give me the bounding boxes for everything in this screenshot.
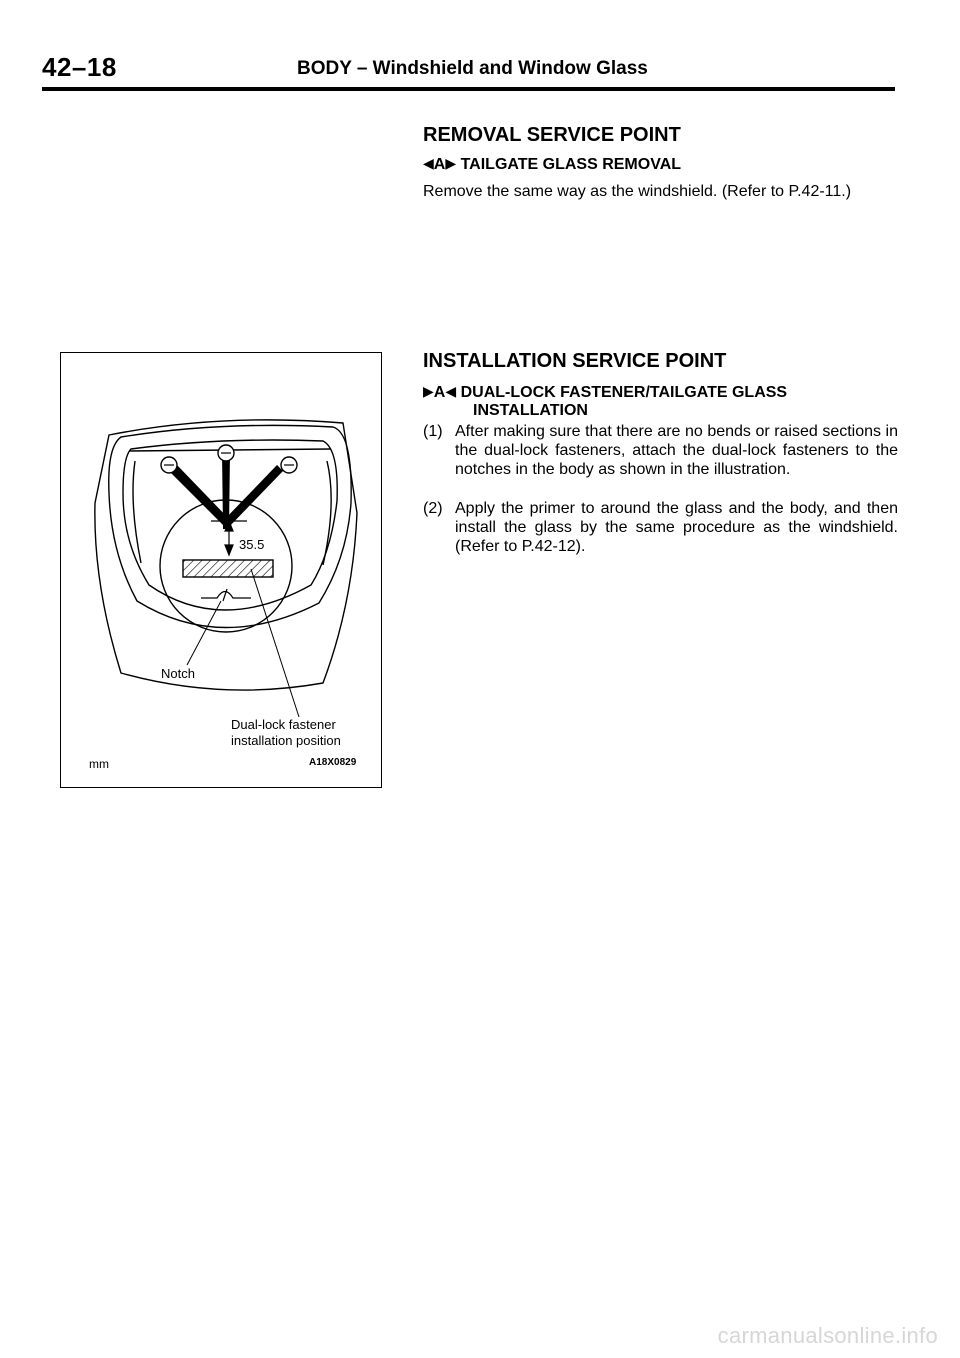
step-text: After making sure that there are no bends or raised sections in the dual-lock fasteners, attach the dual-lock fasteners to the notches in the body as shown in the illustration. bbox=[455, 423, 898, 478]
section-title: BODY – Windshield and Window Glass bbox=[297, 58, 648, 79]
left-triangle-icon: ◀ bbox=[423, 155, 434, 171]
header-rule bbox=[42, 87, 895, 91]
service-mark-letter: A bbox=[433, 384, 446, 401]
removal-body-text: Remove the same way as the windshield. (Refer to P.42-11.) bbox=[423, 183, 852, 200]
step-number: (1) bbox=[423, 423, 443, 440]
removal-subheading bbox=[423, 155, 681, 174]
right-triangle-icon: ▶ bbox=[445, 155, 457, 171]
notch-label: Notch bbox=[161, 666, 195, 681]
fastener-position-label bbox=[231, 717, 341, 749]
figure-panel bbox=[60, 352, 382, 788]
step-text: Apply the primer to around the glass and the body, and then install the glass by the same procedure as the windshield. (Refer to P.42-12). bbox=[455, 500, 898, 555]
right-triangle-icon: ▶ bbox=[423, 383, 434, 399]
installation-subheading-line1: DUAL-LOCK FASTENER/TAILGATE GLASS bbox=[460, 384, 788, 401]
service-mark-letter: A bbox=[433, 156, 446, 173]
installation-subheading bbox=[423, 382, 903, 420]
figure-id: A18X0829 bbox=[309, 757, 357, 768]
installation-step bbox=[423, 422, 898, 479]
fastener-label-line2: installation position bbox=[231, 733, 341, 748]
left-triangle-icon: ◀ bbox=[445, 383, 457, 399]
removal-service-heading: REMOVAL SERVICE POINT bbox=[423, 124, 681, 146]
unit-label: mm bbox=[89, 757, 109, 771]
page-number: 42–18 bbox=[42, 52, 117, 82]
watermark: carmanualsonline.info bbox=[717, 1323, 938, 1348]
installation-service-heading: INSTALLATION SERVICE POINT bbox=[423, 350, 727, 372]
installation-subheading-line2: INSTALLATION bbox=[473, 402, 588, 419]
step-number: (2) bbox=[423, 500, 443, 517]
removal-subheading-text: TAILGATE GLASS REMOVAL bbox=[460, 156, 682, 173]
fastener-label-line1: Dual-lock fastener bbox=[231, 717, 336, 732]
dimension-label: 35.5 bbox=[239, 537, 265, 552]
installation-step bbox=[423, 499, 898, 556]
